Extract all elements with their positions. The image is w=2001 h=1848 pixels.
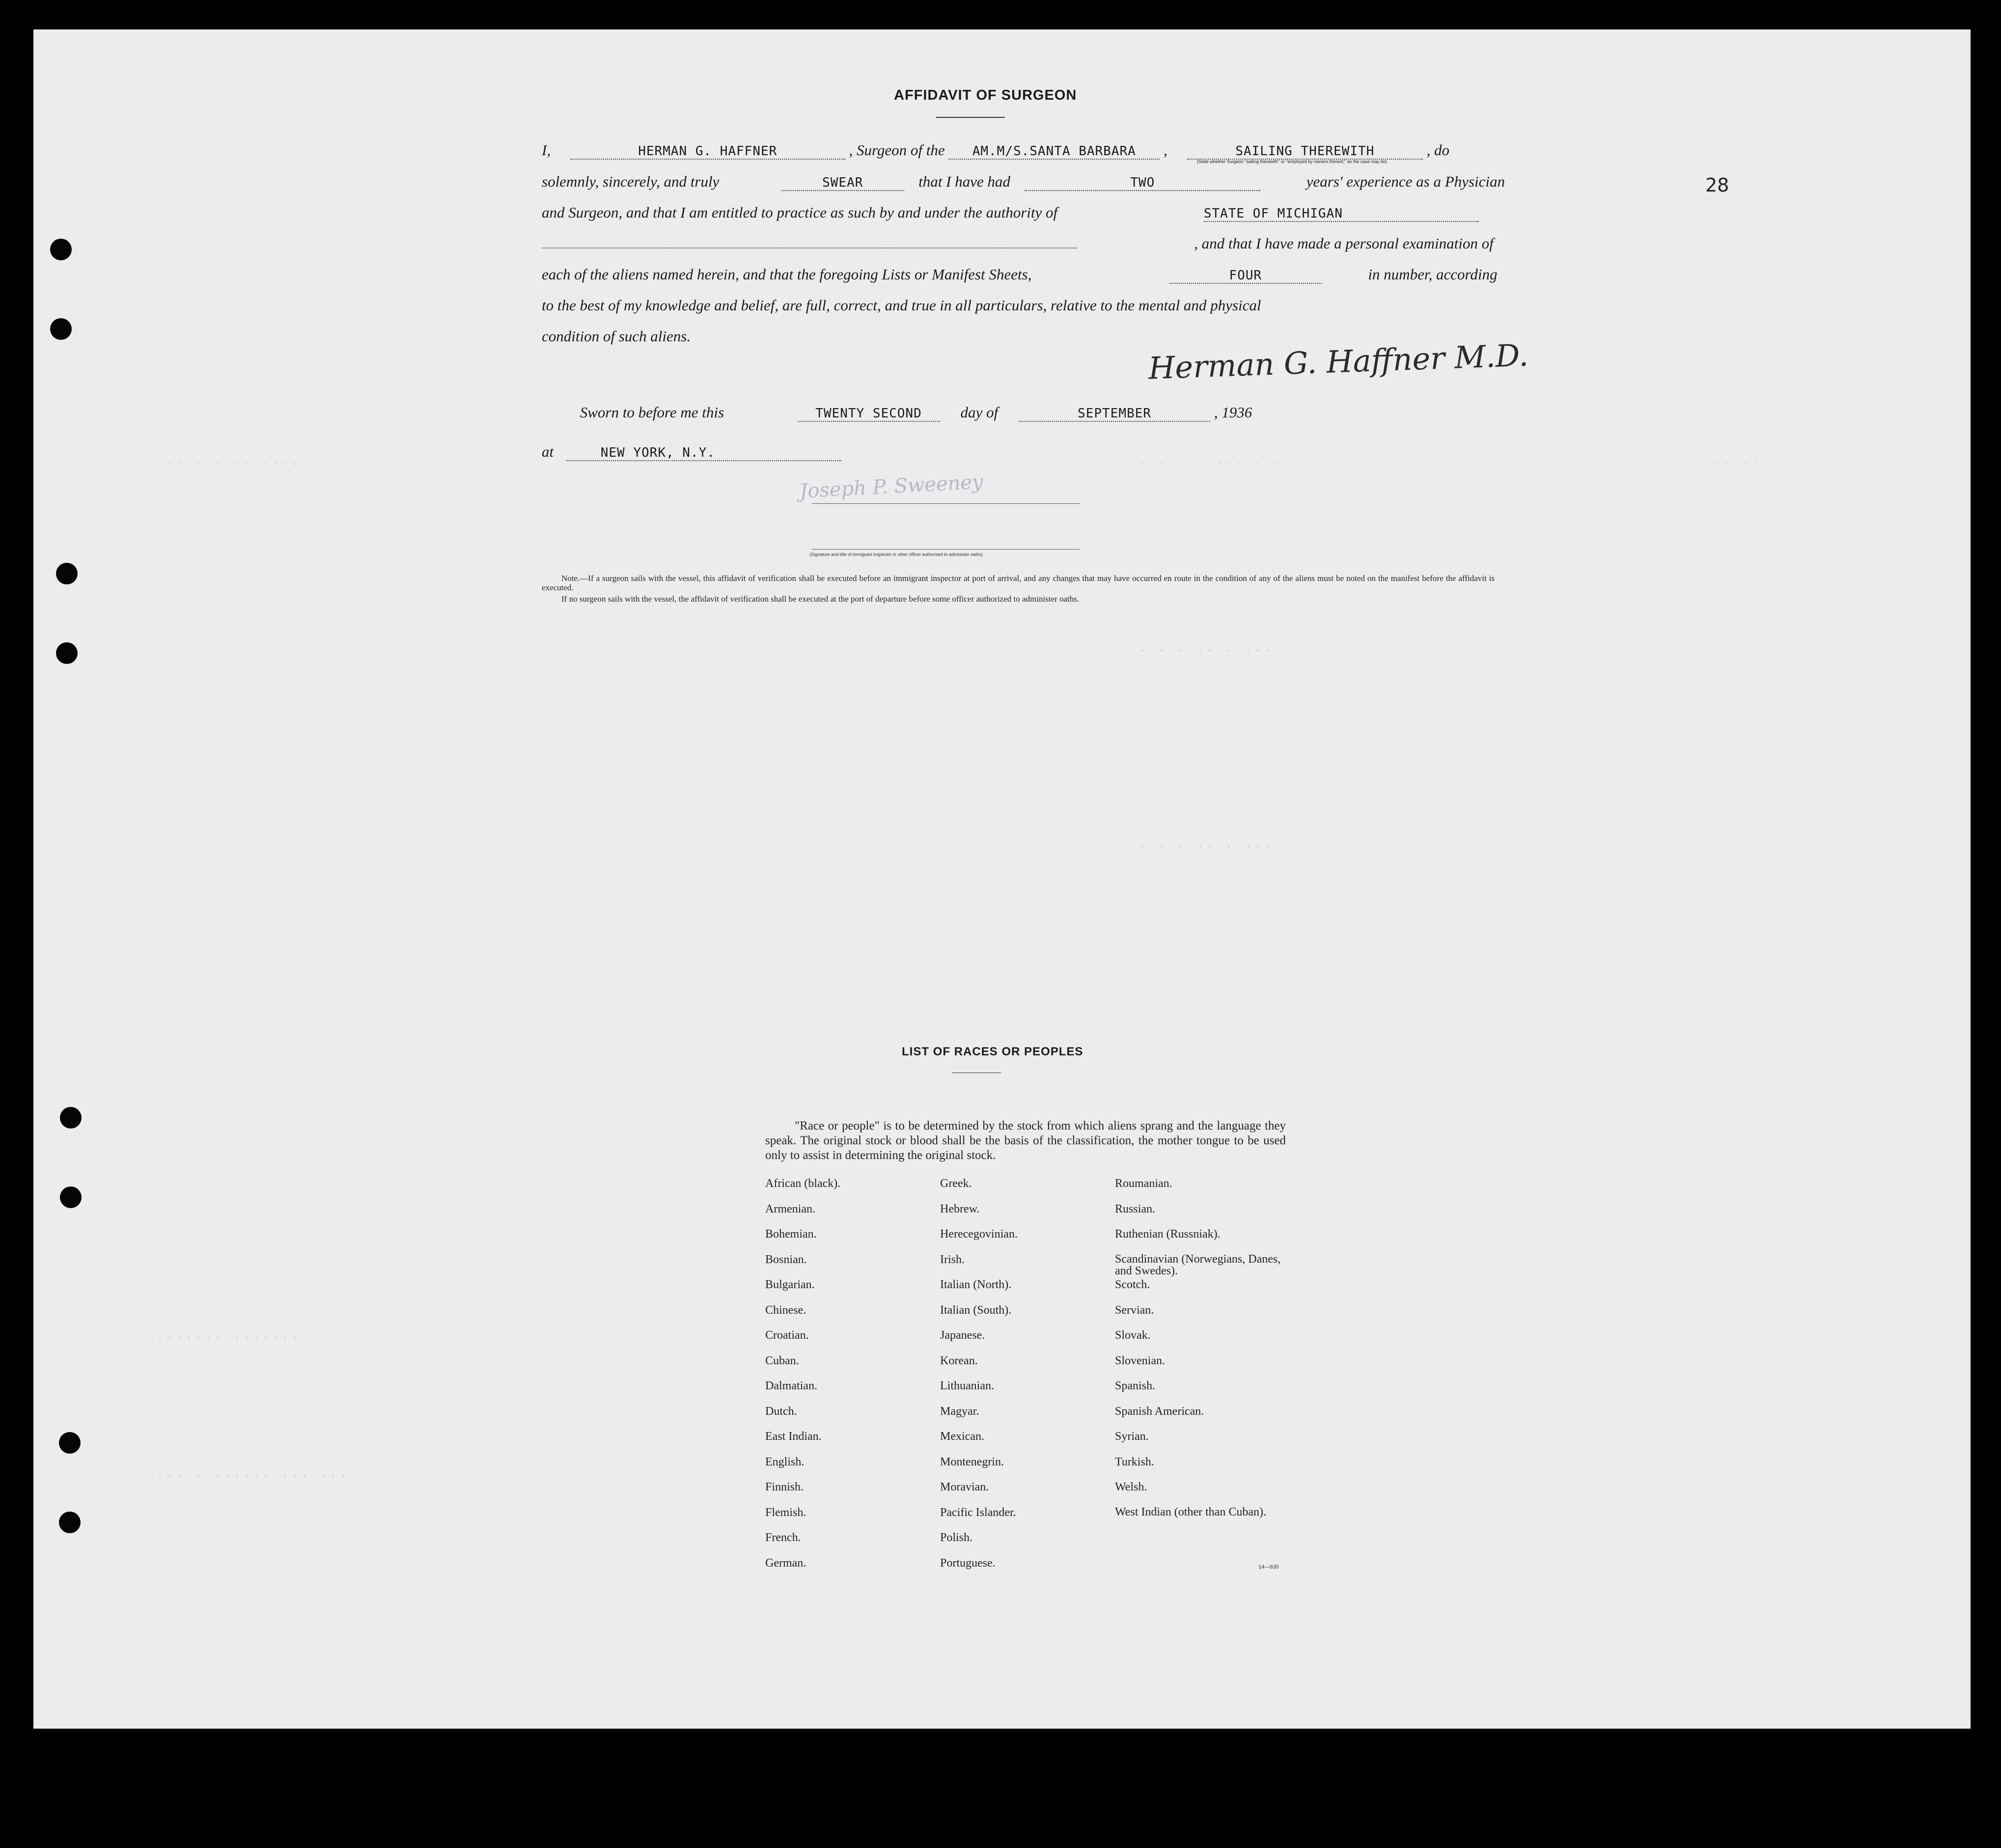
affidavit-line-1: [542, 141, 1495, 166]
surgeon-status: SAILING THEREWITH: [1187, 144, 1423, 160]
text-a: at: [542, 443, 554, 460]
punch-hole: [60, 1186, 82, 1208]
race-item: Spanish American.: [1115, 1405, 1204, 1418]
punch-hole: [50, 239, 72, 260]
affidavit-line-2: [542, 173, 1505, 197]
surgeon-name: HERMAN G. HAFFNER: [570, 144, 845, 160]
race-item: Slovenian.: [1115, 1354, 1165, 1367]
text-c: , 1936: [1214, 404, 1252, 421]
races-intro-text: "Race or people" is to be determined by the stock from which aliens sprang and the language they speak. The original stock or blood shall be the basis of the classification, the mother tongue to be used only to assist in determining the original stock.: [765, 1119, 1286, 1162]
note-1-text: Note.—If a surgeon sails with the vessel, this affidavit of verification shall be executed before an immigrant inspector at port of arrival, and any changes that may have occurred en route in the condition of any of the aliens must be noted on the manifest before the affidavit is executed.: [542, 574, 1495, 592]
race-item: Bohemian.: [765, 1228, 817, 1241]
race-item: East Indian.: [765, 1430, 822, 1443]
race-item: Portuguese.: [940, 1556, 996, 1570]
race-item: Dalmatian.: [765, 1379, 817, 1392]
sworn-day: TWENTY SECOND: [798, 406, 940, 422]
race-item: German.: [765, 1556, 806, 1570]
race-item: Slovak.: [1115, 1329, 1151, 1342]
affidavit-line-5: [542, 266, 1498, 290]
sworn-month: SEPTEMBER: [1019, 406, 1210, 422]
races-title: LIST OF RACES OR PEOPLES: [902, 1045, 1084, 1058]
race-item: Dutch.: [765, 1405, 797, 1418]
text-a: each of the aliens named herein, and that the foregoing Lists or Manifest Sheets,: [542, 266, 1032, 283]
text-a: , and that I have made a personal examination of: [1194, 235, 1494, 252]
race-item: Bosnian.: [765, 1253, 807, 1266]
sworn-place-line: [542, 443, 1495, 468]
text-b: day of: [960, 404, 999, 421]
races-column-1: [765, 1177, 922, 1582]
race-item: Lithuanian.: [940, 1379, 994, 1392]
bleed-through-mark: ······· ·······: [156, 457, 301, 471]
race-item: Irish.: [940, 1253, 965, 1266]
race-item: Polish.: [940, 1531, 973, 1544]
race-item: Cuban.: [765, 1354, 799, 1367]
race-item: Bulgarian.: [765, 1278, 815, 1291]
text-sep: ,: [1164, 141, 1167, 159]
practice-authority: STATE OF MICHIGAN: [1204, 206, 1479, 222]
race-item: Montenegrin.: [940, 1455, 1004, 1468]
race-item: Magyar.: [940, 1405, 979, 1418]
surgeon-signature: Herman G. Haffner M.D.: [1147, 337, 1529, 386]
status-instruction: (State whether Surgeon "sailing therewith" or "employed by owners thereof," as the case may be): [1196, 159, 1387, 164]
affidavit-line-3: [542, 204, 1495, 228]
affidavit-title: AFFIDAVIT OF SURGEON: [894, 87, 1077, 103]
text-b: that I have had: [918, 173, 1010, 190]
form-number: 14—630: [1258, 1564, 1279, 1570]
race-item: Korean.: [940, 1354, 978, 1367]
race-item: Scandinavian (Norwegians, Danes, and Swedes).: [1115, 1252, 1281, 1277]
officer-signature: Joseph P. Sweeney: [799, 470, 984, 503]
affidavit-line-6: to the best of my knowledge and belief, are full, correct, and true in all particulars, relative to the mental and physical: [542, 297, 1261, 314]
affidavit-line-7: condition of such aliens.: [542, 328, 691, 345]
text-surgeon-of: , Surgeon of the: [849, 141, 945, 159]
note-1: [542, 574, 1495, 592]
text-b: in number, according: [1368, 266, 1498, 283]
race-item: Spanish.: [1115, 1379, 1156, 1392]
punch-hole: [60, 1107, 82, 1129]
race-item: Welsh.: [1115, 1481, 1147, 1493]
officer-label: (Signature and title of immigrant inspector or other officer authorized to administer oaths): [809, 552, 983, 557]
manifest-page: [33, 29, 1971, 1729]
affidavit-line-4: [542, 235, 1495, 259]
punch-hole: [50, 318, 72, 340]
race-item: Mexican.: [940, 1430, 984, 1443]
race-item: English.: [765, 1455, 805, 1468]
race-item: Herecegovinian.: [940, 1228, 1018, 1241]
bleed-through-mark: · · · ·· · ···: [1139, 840, 1274, 855]
bleed-through-mark: ······· ·······: [156, 1331, 301, 1346]
punch-hole: [59, 1512, 81, 1533]
race-item: Scotch.: [1115, 1278, 1150, 1291]
text-a: solemnly, sincerely, and truly: [542, 173, 720, 190]
status-block: [1187, 141, 1423, 164]
race-item: African (black).: [765, 1177, 841, 1190]
bleed-through-mark: ··· ··: [1703, 457, 1761, 471]
text-a: and Surgeon, and that I am entitled to practice as such by and under the authority of: [542, 204, 1058, 221]
note-2-text: If no surgeon sails with the vessel, the affidavit of verification shall be executed at the port of departure before some officer authorized to administer oaths.: [561, 594, 1080, 604]
punch-hole: [56, 642, 78, 664]
text-a: Sworn to before me this: [580, 404, 724, 421]
officer-title-line: [812, 549, 1080, 550]
race-item: Flemish.: [765, 1506, 806, 1519]
race-item: Russian.: [1115, 1202, 1156, 1215]
race-item: French.: [765, 1531, 801, 1544]
punch-hole: [59, 1432, 81, 1454]
text-prefix: I,: [542, 141, 551, 159]
bleed-through-mark: ··· · ······ ··· ···: [156, 1468, 349, 1483]
race-item: Moravian.: [940, 1481, 989, 1493]
bleed-through-mark: ··· · · ··· · ·: [1139, 457, 1283, 471]
vessel-name: AM.M/S.SANTA BARBARA: [948, 144, 1160, 160]
text-c: years' experience as a Physician: [1306, 173, 1505, 190]
race-item: Japanese.: [940, 1329, 985, 1342]
race-item: Italian (South).: [940, 1303, 1012, 1317]
race-item: Greek.: [940, 1177, 972, 1190]
race-item: Armenian.: [765, 1202, 815, 1215]
race-item: Pacific Islander.: [940, 1506, 1016, 1519]
text-end: , do: [1426, 141, 1449, 159]
bleed-through-mark: · · · ·· · ···: [1139, 643, 1274, 658]
race-item: Finnish.: [765, 1481, 804, 1493]
officer-signature-line: [812, 503, 1080, 504]
punch-hole: [56, 563, 78, 584]
title-underline: [936, 117, 1005, 118]
race-item: West Indian (other than Cuban).: [1115, 1505, 1266, 1518]
race-item: Chinese.: [765, 1303, 806, 1317]
race-item: Servian.: [1115, 1303, 1154, 1317]
sworn-line: [542, 404, 1495, 428]
years-experience: TWO: [1025, 175, 1260, 191]
races-column-2: [940, 1177, 1097, 1582]
race-item: Syrian.: [1115, 1430, 1149, 1443]
race-item: Ruthenian (Russniak).: [1115, 1228, 1221, 1241]
sworn-place: NEW YORK, N.Y.: [566, 445, 841, 461]
sheet-count: FOUR: [1169, 268, 1322, 284]
note-2: [542, 594, 1495, 604]
races-column-3: [1115, 1177, 1292, 1531]
race-item: Roumanian.: [1115, 1177, 1172, 1190]
race-item: Croatian.: [765, 1329, 809, 1342]
race-item: Hebrew.: [940, 1202, 980, 1215]
race-item: Italian (North).: [940, 1278, 1012, 1291]
oath-type: SWEAR: [781, 175, 904, 191]
races-intro: [765, 1119, 1286, 1163]
page-number: 28: [1705, 174, 1729, 196]
race-item: Turkish.: [1115, 1455, 1154, 1468]
